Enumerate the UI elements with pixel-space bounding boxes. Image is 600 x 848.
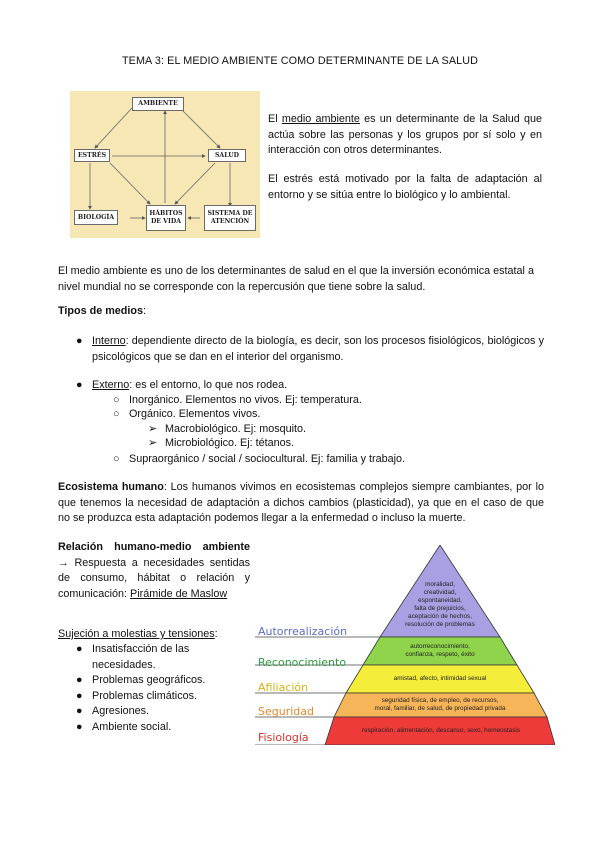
pyramid-text-afiliacion: amistad, afecto, intimidad sexual	[393, 675, 487, 682]
node-habitos: HÁBITOS DE VIDA	[146, 205, 186, 231]
externo-text: : es el entorno, lo que nos rodea.	[129, 379, 288, 391]
bullet-icon: ●	[76, 720, 83, 733]
bullet-icon: ●	[76, 689, 83, 702]
sujecion-heading-text: Sujeción a molestias y tensiones	[58, 628, 215, 640]
sujecion-heading	[58, 628, 218, 640]
organico-item	[113, 407, 261, 423]
tipos-heading-text: Tipos de medios	[58, 305, 143, 317]
intro-paragraph-1	[268, 112, 542, 159]
supra-item	[113, 452, 406, 468]
list-item: ● Problemas climáticos.	[92, 689, 242, 705]
determinants-diagram	[70, 91, 260, 238]
relacion-block	[58, 540, 250, 602]
bullet-icon: ●	[76, 705, 83, 717]
level-label-fisiologia: Fisiología	[258, 731, 309, 744]
interno-item	[76, 334, 544, 365]
bullet-icon: ●	[76, 674, 83, 686]
arrow-bullet-icon: ➢	[148, 423, 158, 435]
inorganico-text: Inorgánico. Elementos no vivos. Ej: temperatura.	[129, 394, 362, 406]
arrow-bullet-icon: ➢	[148, 437, 158, 449]
maslow-pyramid	[255, 545, 555, 745]
inversion-paragraph: El medio ambiente es uno de los determinantes de salud en el que la inversión económica estatal a nivel mundial no se corresponde con la repercusión que tiene sobre la salud.	[58, 265, 534, 293]
externo-label: Externo	[92, 379, 130, 391]
externo-item	[76, 378, 544, 394]
node-ambiente: AMBIENTE	[132, 97, 184, 111]
level-label-afiliacion: Afiliación	[258, 681, 309, 694]
interno-label: Interno	[92, 335, 126, 347]
bullet-icon: ●	[76, 379, 83, 391]
sujecion-list	[76, 642, 242, 735]
node-biologia: BIOLOGÍA	[74, 210, 118, 225]
circle-bullet-icon: ○	[113, 394, 120, 406]
node-estres: ESTRÉS	[74, 149, 110, 162]
pyramid-text-reconocimiento: autorreconocimiento, confianza, respeto, éxito	[405, 643, 475, 658]
micro-text: Microbiológico. Ej: tétanos.	[165, 437, 295, 449]
page-title: TEMA 3: EL MEDIO AMBIENTE COMO DETERMINANTE DE LA SALUD	[121, 55, 479, 67]
node-sistema: SISTEMA DE ATENCIÓN	[204, 205, 256, 231]
level-label-seguridad: Seguridad	[258, 705, 314, 718]
circle-bullet-icon: ○	[113, 453, 120, 465]
interno-text: : dependiente directo de la biología, es decir, son los procesos fisiológicos, biológicos y psicológicos que se dan en el interior del organismo.	[92, 335, 544, 363]
relacion-text: → Respuesta a necesidades sentidas de consumo, hábitat o relación y comunicación:	[58, 556, 250, 600]
list-item: ● Ambiente social.	[92, 720, 242, 736]
level-label-reconocimiento: Reconocimiento	[258, 656, 347, 669]
node-salud: SALUD	[208, 149, 246, 162]
ecosistema-label: Ecosistema humano	[58, 481, 164, 493]
ecosistema-paragraph	[58, 480, 544, 527]
medio-ambiente-term: medio ambiente	[281, 113, 360, 125]
intro-p1-post: es un determinante de la Salud que actúa sobre las personas y los grupos por sí solo y en interacción con otros determinantes.	[268, 113, 542, 156]
level-label-autorrealizacion: Autorrealización	[258, 625, 348, 638]
supra-text: Supraorgánico / social / sociocultural. Ej: familia y trabajo.	[129, 453, 406, 465]
macro-text: Macrobiológico. Ej: mosquito.	[165, 423, 307, 435]
list-item: ● Agresiones.	[92, 704, 242, 720]
ecosistema-text: : Los humanos vivimos en ecosistemas complejos siempre cambiantes, por lo que tenemos la necesidad de adaptación a dichos cambios (plasticidad), ya que en el caso de que no se produzca esta adaptación podemos llegar a la enfermedad o incluso la muerte.	[58, 481, 544, 524]
list-item: ● Problemas geográficos.	[92, 673, 242, 689]
pyramid-text-seguridad: seguridad física, de empleo, de recursos, moral, familiar, de salud, de propiedad privada	[374, 697, 506, 712]
intro-paragraph-2: El estrés está motivado por la falta de adaptación al entorno y se sitúa entre lo biológico y lo ambiental.	[268, 173, 542, 201]
bullet-icon: ●	[76, 335, 83, 347]
pyramid-text-fisiologia: respiración, alimentación, descanso, sexo, homeostasis	[361, 727, 521, 734]
circle-bullet-icon: ○	[113, 408, 120, 420]
maslow-link: Pirámide de Maslow	[130, 587, 228, 600]
tipos-heading	[58, 305, 146, 317]
bullet-icon: ●	[76, 643, 83, 655]
tipos-heading-colon: :	[143, 305, 146, 317]
intro-p1-pre: El	[268, 113, 282, 125]
list-item: ● Insatisfacción de las necesidades.	[76, 643, 190, 671]
relacion-heading: Relación humano-medio ambiente	[58, 541, 250, 553]
micro-item	[148, 436, 295, 452]
pyramid-text-top: moralidad, creatividad, espontaneidad, falta de prejuicios, aceptación de hechos, resolución de problemas	[405, 581, 475, 628]
sujecion-heading-colon: :	[214, 628, 218, 640]
organico-text: Orgánico. Elementos vivos.	[129, 408, 261, 420]
